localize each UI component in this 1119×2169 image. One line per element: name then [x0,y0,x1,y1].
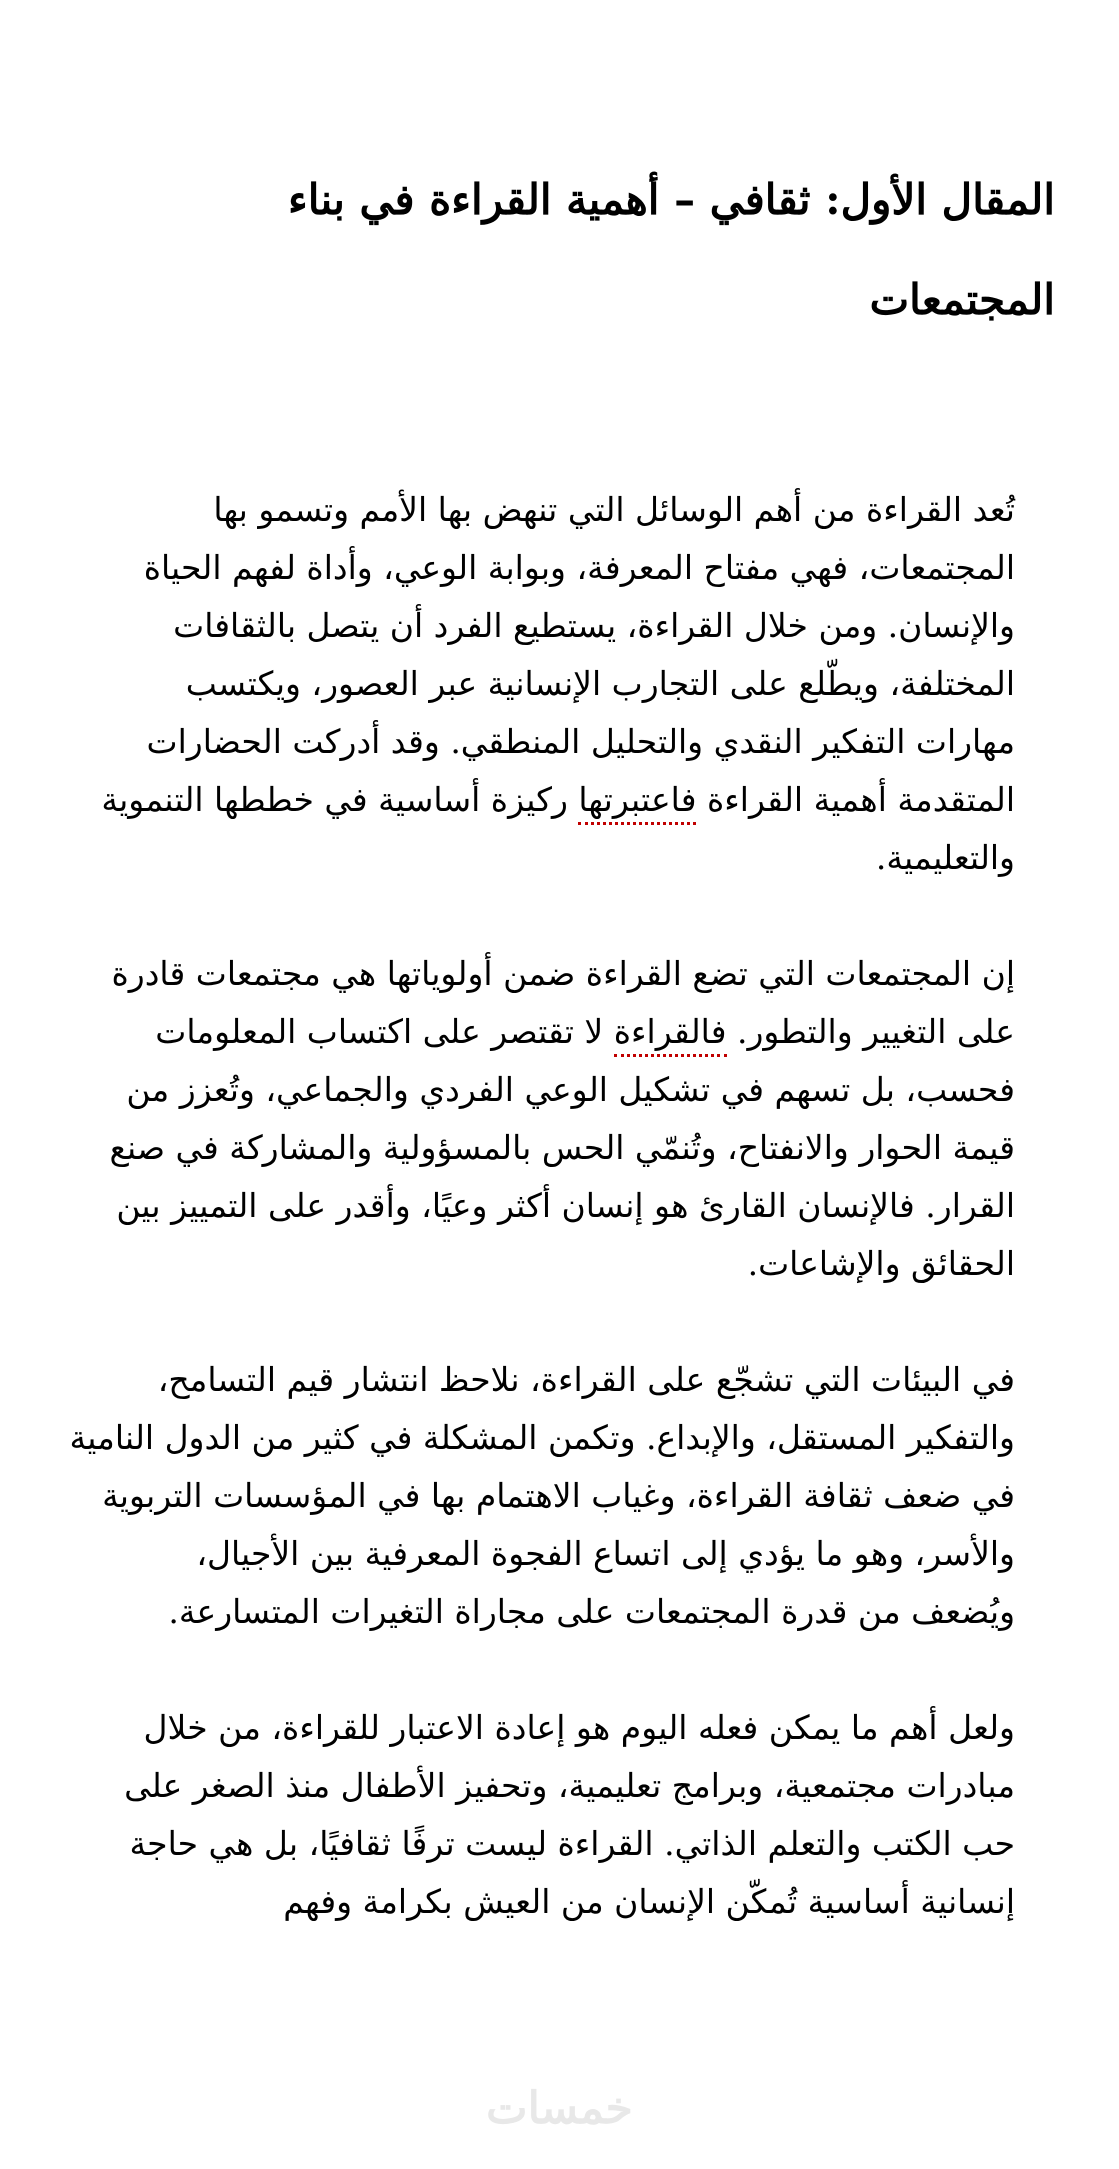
p3-line-4: والأسر، وهو ما يؤدي إلى اتساع الفجوة المعرفية بين الأجيال، [196,1534,1015,1573]
khamsat-watermark: خمسات [486,2083,633,2134]
p3-line-5: ويُضعف من قدرة المجتمعات على مجاراة التغيرات المتسارعة. [168,1592,1015,1631]
p1-line-6 [95,771,1015,829]
p1-line-5: مهارات التفكير النقدي والتحليل المنطقي. وقد أدركت الحضارات [146,722,1015,761]
p2-line-6: الحقائق والإشاعات. [747,1244,1015,1283]
article-title [0,150,1119,350]
p2-line-4: قيمة الحوار والانفتاح، وتُنمّي الحس بالمسؤولية والمشاركة في صنع [109,1128,1015,1167]
p1-line-6-post: ركيزة أساسية في خططها التنموية [101,780,579,819]
p4-line-4: إنسانية أساسية تُمكّن الإنسان من العيش بكرامة وفهم [283,1882,1015,1921]
p4-line-3: حب الكتب والتعلم الذاتي. القراءة ليست ترفًا ثقافيًا، بل هي حاجة [129,1824,1015,1863]
p2-line-2-pre: على التغيير والتطور. [726,1012,1015,1051]
p1-line-1: تُعد القراءة من أهم الوسائل التي تنهض بها الأمم وتسمو بها [213,490,1015,529]
p2-line-2 [95,1003,1015,1061]
p2-line-3: فحسب، بل تسهم في تشكيل الوعي الفردي والجماعي، وتُعزز من [126,1070,1015,1109]
p2-misspelled-word: فالقراءة [614,1012,727,1057]
p4-line-1: ولعل أهم ما يمكن فعله اليوم هو إعادة الاعتبار للقراءة، من خلال [143,1708,1015,1747]
p1-line-3: والإنسان. ومن خلال القراءة، يستطيع الفرد أن يتصل بالثقافات [173,606,1015,645]
p4-line-2: مبادرات مجتمعية، وبرامج تعليمية، وتحفيز الأطفال منذ الصغر على [124,1766,1015,1805]
p3-line-2: والتفكير المستقل، والإبداع. وتكمن المشكلة في كثير من الدول النامية [69,1418,1015,1457]
article-body [0,481,1119,1931]
p3-line-3: في ضعف ثقافة القراءة، وغياب الاهتمام بها في المؤسسات التربوية [102,1476,1015,1515]
title-line-2: المجتمعات [869,275,1055,324]
p3-line-1: في البيئات التي تشجّع على القراءة، نلاحظ انتشار قيم التسامح، [157,1360,1015,1399]
paragraph-4 [95,1699,1015,1931]
p2-line-5: القرار. فالإنسان القارئ هو إنسان أكثر وعيًا، وأقدر على التمييز بين [116,1186,1015,1225]
paragraph-1 [95,481,1015,887]
p2-line-2-post: لا تقتصر على اكتساب المعلومات [155,1012,614,1051]
title-line-1: المقال الأول: ثقافي – أهمية القراءة في بناء [288,175,1055,224]
paragraph-2 [95,945,1015,1293]
p1-line-2: المجتمعات، فهي مفتاح المعرفة، وبوابة الوعي، وأداة لفهم الحياة [143,548,1015,587]
p1-line-7: والتعليمية. [875,838,1015,877]
p1-line-6-pre: المتقدمة أهمية القراءة [696,780,1015,819]
paragraph-3 [69,1351,1015,1641]
p1-line-4: المختلفة، ويطّلع على التجارب الإنسانية عبر العصور، ويكتسب [185,664,1015,703]
p2-line-1: إن المجتمعات التي تضع القراءة ضمن أولوياتها هي مجتمعات قادرة [111,954,1015,993]
p1-misspelled-word: فاعتبرتها [578,780,696,825]
